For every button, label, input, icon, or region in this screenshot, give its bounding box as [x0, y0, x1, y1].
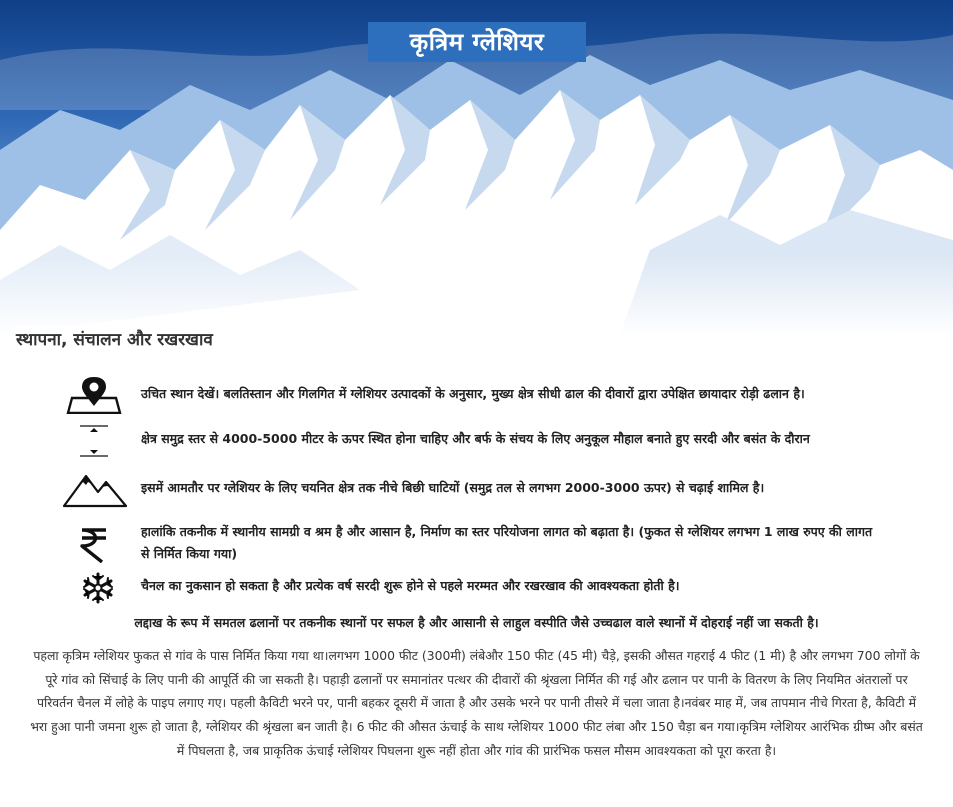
item-text: हालांकि तकनीक में स्थानीय सामग्री व श्रम है और आसान है, निर्माण का स्तर परियोजना लागत को बढ़ाता है। (फुकत से ग्लेशियर लगभग 1 लाख रुपए की लागत से निर्मित किया गया): [141, 524, 873, 561]
item-text: क्षेत्र समुद्र स्तर से 4000-5000 मीटर के ऊपर स्थित होना चाहिए और बर्फ के संचय के लिए अनुकूल मौहाल बनाते हुए सरदी और बसंत के दौरान: [141, 431, 810, 446]
header-banner: [0, 0, 953, 335]
summary-line: लद्दाख के रूप में समतल ढलानों पर तकनीक स्थानों पर सफल है और आसानी से लाहुल वस्पीति जैसे उच्चढाल वाले स्थानों में दोहराई नहीं जा सकती है।: [134, 615, 819, 630]
snowflake-icon: [80, 572, 116, 604]
altitude-marker-icon: [78, 422, 110, 460]
rupee-icon: [80, 527, 108, 563]
item-text: इसमें आमतौर पर ग्लेशियर के लिए चयनित क्षेत्र तक नीचे बिछी घाटियों (समुद्र तल से लगभग 2000-3000 ऊपर) से चढ़ाई शामिल है।: [141, 480, 765, 495]
mountains-icon: [62, 470, 128, 508]
item-text: चैनल का नुकसान हो सकता है और प्रत्येक वर्ष सरदी शुरू होने से पहले मरम्मत और रखरखाव की आवश्यकता होती है।: [141, 578, 680, 593]
item-text: उचित स्थान देखें। बलतिस्तान और गिलगित में ग्लेशियर उत्पादकों के अनुसार, मुख्य क्षेत्र सीधी ढाल की दीवारों द्वारा उपेक्षित छायादार रोड़ी ढलान है।: [141, 386, 805, 401]
location-pin-icon: [66, 376, 122, 414]
section-heading: स्थापना, संचालन और रखरखाव: [16, 326, 476, 360]
page-title: कृत्रिम ग्लेशियर: [368, 22, 586, 62]
body-paragraph: पहला कृत्रिम ग्लेशियर फुकत से गांव के पास निर्मित किया गया था।लगभग 1000 फीट (300मी) लंबेऔर 150 फीट (45 मी) चैड़े, इसकी औसत गहराई 4 फीट (1 मी) है और लगभग 700 लोगों के पूरे गांव को सिंचाई के लिए पानी की आपूर्ति की जा सकती है। पहाड़ी ढलानों पर समानांतर पत्थर की दीवारों की श्रृंखला निर्मित की गई और ढलान पर पानी के वितरण के लिए नियमित अंतरालों पर परिवर्तन चैनल में लोहे के पाइप लगाए गए। पहली कैविटी भरने पर, पानी बहकर दूसरी में जाता है और उसके भरने पर पानी तीसरे में चला जाता है।नवंबर माह में, जब तापमान नीचे गिरता है, कैविटी में भरा हुआ पानी जमना शुरू हो जाता है, ग्लेशियर की श्रृंखला बन जाती है। 6 फीट की औसत ऊंचाई के साथ ग्लेशियर 1000 फीट लंबा और 150 चैड़ा बन गया।कृत्रिम ग्लेशियर आरंभिक ग्रीष्म और बसंत में पिघलता है, जब प्राकृतिक ऊंचाई ग्लेशियर पिघलना शुरू नहीं होता और गांव की प्रारंभिक फसल मौसम आवश्यकता को पूरा करता है।: [30, 648, 923, 758]
